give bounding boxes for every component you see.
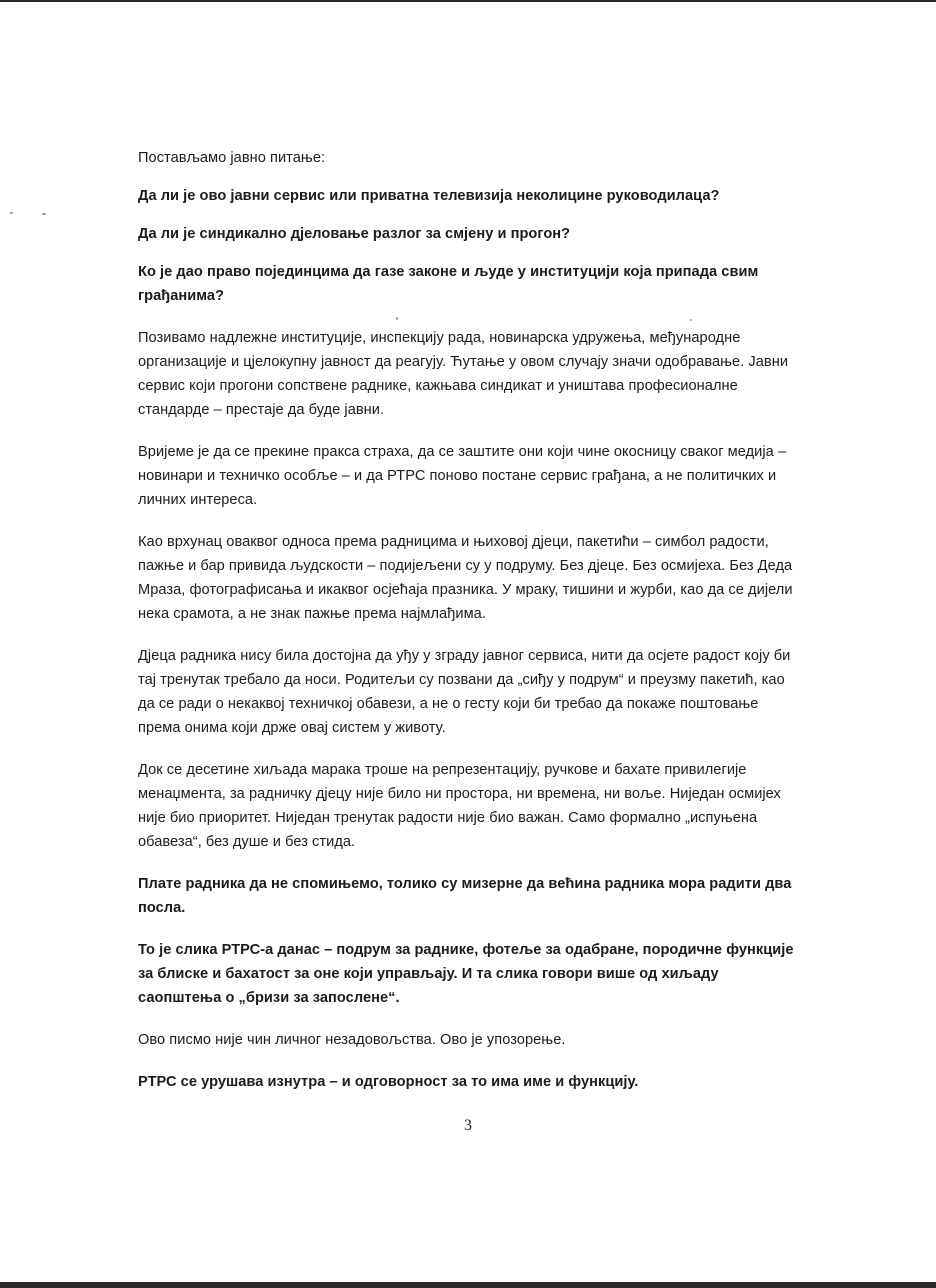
paragraph-warning: Ово писмо није чин личног незадовољства. Ово је упозорење. (138, 1032, 566, 1048)
question-public-service: Да ли је ово јавни сервис или приватна телевизија неколицине руководилаца? (138, 188, 720, 204)
letter-body (138, 146, 798, 1094)
page-number: 3 (464, 1117, 472, 1134)
scan-bottom-edge (0, 1282, 936, 1288)
question-who-gave-right: Ко је дао право појединцима да газе законе и људе у институцији која припада свим грађанима? (138, 264, 759, 304)
letter-intro: Постављамо јавно питање: (138, 150, 326, 166)
paragraph-workers-children: Дјеца радника нису била достојна да уђу у зграду јавног сервиса, нити да осјете радост коју би тај тренутак требало да носи. Родитељи су позвани да „сиђу у подрум“ и преузму пакетић, као да се ради о некаквој техничкој обавези, а не о гесту који би требао да покаже поштовање према онима који држе овај систем у животу. (138, 648, 791, 736)
scan-speck-left-1 (10, 212, 13, 214)
scan-top-edge (0, 0, 936, 2)
scan-speck-left-2 (42, 213, 46, 215)
paragraph-gifts-in-basement: Као врхунац оваквог односа према радницима и њиховој дјеци, пакетићи – симбол радости, пажње и бар привида људскости – подијељени су у подруму. Без дјеце. Без осмијеха. Без Деда Мраза, фотографисања и икаквог осјећаја празника. У мраку, тишини и журби, као да се дијели нека срамота, а не знак пажње према најмлађима. (138, 534, 793, 622)
paragraph-practice-of-fear: Вријеме је да се прекине пракса страха, да се заштите они који чине окосницу сваког медија – новинари и техничко особље – и да РТРС поново постане сервис грађана, а не политичких и личних интереса. (138, 444, 787, 508)
paragraph-management-spending: Док се десетине хиљада марака троше на репрезентацију, ручкове и бахате привилегије менаџмента, за радничку дјецу није било ни простора, ни времена, ни воље. Ниједан осмијех није био приоритет. Ниједан тренутак радости није био важан. Само формално „испуњена обавеза“, без душе и без стида. (138, 762, 781, 850)
statement-salaries: Плате радника да не спомињемо, толико су мизерне да већина радника мора радити два посла. (138, 876, 792, 916)
statement-rtrs-today: То је слика РТРС-а данас – подрум за раднике, фотеље за одабране, породичне функције за блиске и бахатост за оне који управљају. И та слика говори више од хиљаду саопштења о „бризи за запослене“. (138, 942, 794, 1006)
question-union-activity: Да ли је синдикално дјеловање разлог за смјену и прогон? (138, 226, 571, 242)
paragraph-call-to-institutions: Позивамо надлежне институције, инспекцију рада, новинарска удружења, међународне организације и цјелокупну јавност да реагују. Ћутање у овом случају значи одобравање. Јавни сервис који прогони сопствене раднике, кажњава синдикат и уништава професионалне стандарде – престаје да буде јавни. (138, 330, 789, 418)
closing-statement: РТРС се урушава изнутра – и одговорност за то има име и функцију. (138, 1074, 639, 1090)
